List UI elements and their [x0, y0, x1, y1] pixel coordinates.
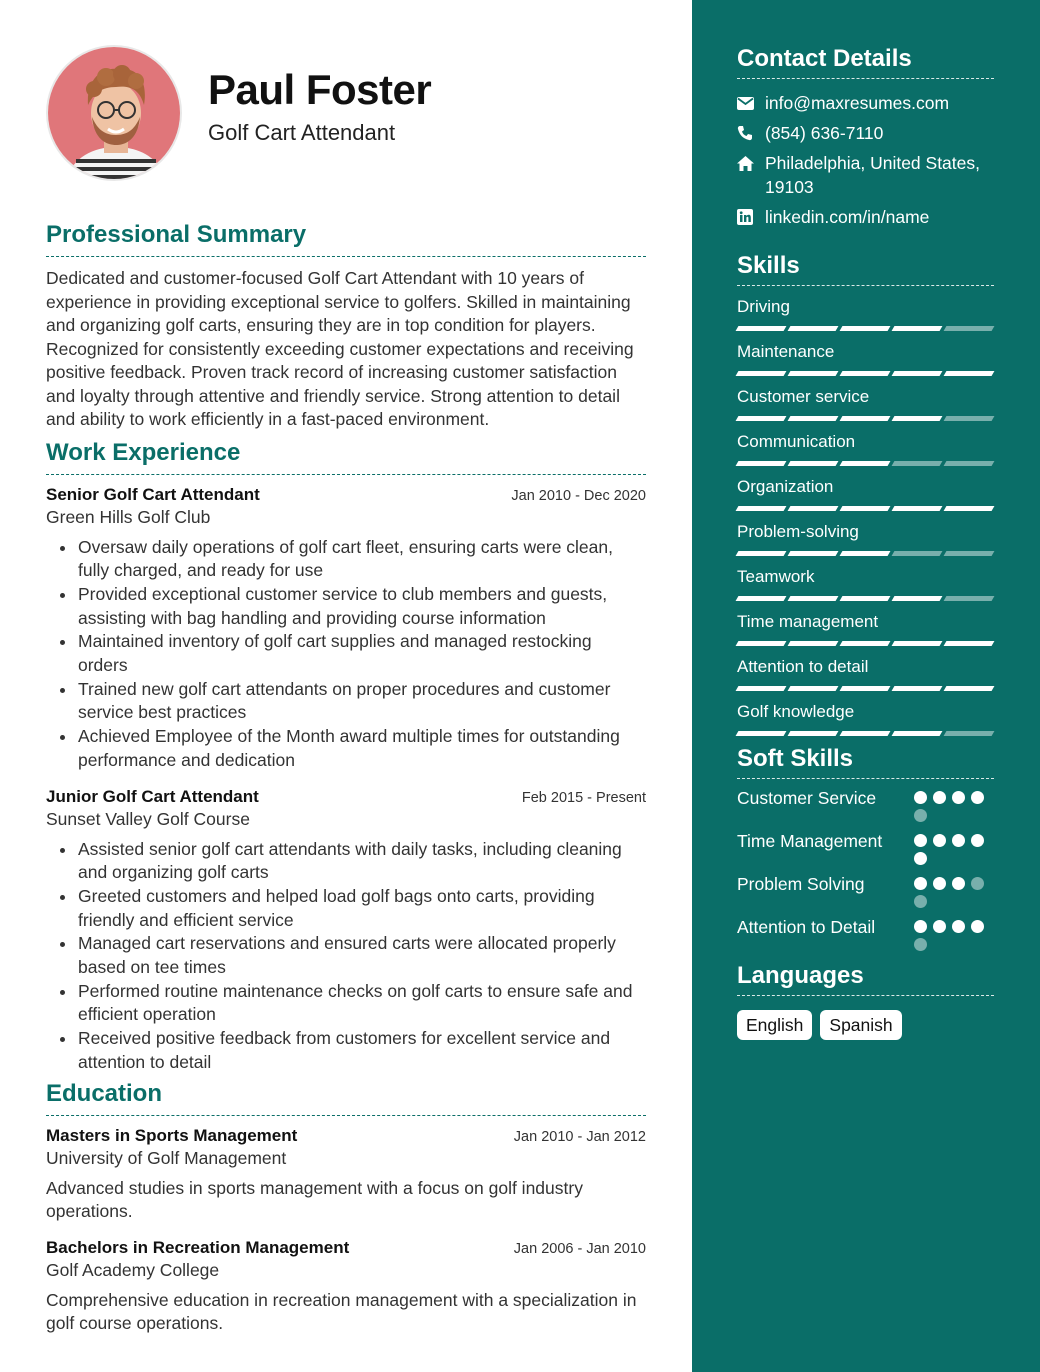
bullet-item: Oversaw daily operations of golf cart fleet, ensuring carts were clean, fully charged, and ready for use — [78, 536, 646, 583]
skill-level-segment — [944, 551, 995, 556]
skill-level-segment — [788, 731, 839, 736]
soft-skill-rating — [914, 787, 994, 822]
experience-heading: Work Experience — [46, 436, 646, 475]
skill-level-segment — [840, 551, 891, 556]
soft-skill-item — [737, 830, 994, 865]
phone-text: (854) 636-7110 — [765, 123, 884, 143]
sidebar-content — [737, 42, 994, 1040]
summary-text: Dedicated and customer-focused Golf Cart Attendant with 10 years of experience in providing exceptional service to golfers. Skilled in maintaining and organizing golf carts, ensuring they are in top condition for players. Recognized for consistently exceeding customer expectations and receiving positive feedback. Proven track record of increasing customer satisfaction and loyalty through attentive and friendly service. Strong attention to detail and ability to work efficiently in a fast-paced environment. — [46, 268, 634, 429]
skill-level-segment — [840, 596, 891, 601]
rating-dot — [971, 791, 984, 804]
language-chip: English — [737, 1010, 812, 1040]
skill-item — [737, 341, 994, 376]
skill-name: Time management — [737, 612, 879, 631]
soft-skill-item — [737, 873, 994, 908]
skill-level-segment — [736, 461, 787, 466]
skill-level-segment — [944, 416, 995, 421]
skill-level-segment — [736, 506, 787, 511]
left-content — [46, 218, 646, 1336]
skill-level-bar — [737, 551, 994, 556]
skill-level-segment — [840, 506, 891, 511]
skill-item — [737, 296, 994, 331]
job-company: Sunset Valley Golf Course — [46, 808, 250, 829]
avatar-icon — [48, 47, 182, 181]
skill-level-segment — [840, 731, 891, 736]
skills-heading: Skills — [737, 249, 994, 286]
rating-dot — [971, 920, 984, 933]
skill-level-segment — [944, 461, 995, 466]
soft-skills-list — [737, 787, 994, 951]
rating-dot — [933, 791, 946, 804]
rating-dot — [914, 920, 927, 933]
skill-level-segment — [892, 326, 943, 331]
rating-dot — [914, 895, 927, 908]
skill-level-bar — [737, 506, 994, 511]
rating-dot — [971, 877, 984, 890]
skill-level-bar — [737, 686, 994, 691]
skill-level-segment — [892, 686, 943, 691]
profile-photo — [46, 45, 182, 181]
skill-level-segment — [892, 371, 943, 376]
skill-level-segment — [892, 506, 943, 511]
school: Golf Academy College — [46, 1259, 220, 1280]
skill-level-segment — [944, 596, 995, 601]
contact-email[interactable] — [737, 91, 994, 115]
soft-skill-name: Attention to Detail — [737, 917, 876, 937]
skill-level-segment — [788, 326, 839, 331]
skill-name: Teamwork — [737, 567, 815, 586]
rating-dot — [952, 920, 965, 933]
skill-level-segment — [892, 461, 943, 466]
contact-address — [737, 151, 994, 199]
job-role: Senior Golf Cart Attendant — [46, 484, 260, 504]
soft-skill-rating — [914, 830, 994, 865]
candidate-title: Golf Cart Attendant — [208, 120, 396, 145]
bullet-item: Performed routine maintenance checks on golf carts to ensure safe and efficient operation — [78, 980, 646, 1027]
skill-level-segment — [736, 416, 787, 421]
skill-level-segment — [788, 551, 839, 556]
skill-name: Attention to detail — [737, 657, 869, 676]
skill-level-segment — [840, 416, 891, 421]
skill-level-segment — [788, 596, 839, 601]
school: University of Golf Management — [46, 1147, 287, 1168]
skill-level-segment — [736, 731, 787, 736]
skill-name: Communication — [737, 432, 856, 451]
education-description: Comprehensive education in recreation management with a specialization in golf course operations. — [46, 1289, 637, 1334]
skill-level-segment — [788, 416, 839, 421]
skill-name: Driving — [737, 297, 790, 316]
contact-heading: Contact Details — [737, 42, 994, 79]
skill-level-segment — [944, 641, 995, 646]
skill-name: Golf knowledge — [737, 702, 855, 721]
education-dates: Jan 2006 - Jan 2010 — [513, 1240, 646, 1257]
sidebar — [692, 0, 1040, 1372]
contact-phone[interactable] — [737, 121, 994, 145]
skill-item — [737, 656, 994, 691]
skills-list — [737, 296, 994, 736]
soft-skill-name: Customer Service — [737, 788, 877, 808]
skill-level-segment — [788, 506, 839, 511]
skill-level-bar — [737, 641, 994, 646]
job-entry — [46, 485, 646, 773]
skill-level-segment — [736, 371, 787, 376]
skill-level-segment — [788, 371, 839, 376]
skill-level-segment — [944, 731, 995, 736]
rating-dot — [914, 834, 927, 847]
bullet-item: Assisted senior golf cart attendants with daily tasks, including cleaning and organizing golf carts — [78, 838, 646, 885]
soft-skill-name: Problem Solving — [737, 874, 865, 894]
bullet-item: Provided exceptional customer service to club members and guests, assisting with bag handling and providing course information — [78, 583, 646, 630]
skill-level-segment — [736, 596, 787, 601]
skill-name: Problem-solving — [737, 522, 859, 541]
email-text: info@maxresumes.com — [765, 93, 950, 113]
skill-level-segment — [840, 461, 891, 466]
education-description: Advanced studies in sports management with a focus on golf industry operations. — [46, 1177, 583, 1222]
skill-level-segment — [788, 641, 839, 646]
skill-level-segment — [892, 416, 943, 421]
rating-dot — [914, 809, 927, 822]
skill-level-bar — [737, 371, 994, 376]
education-entry — [46, 1126, 646, 1224]
skill-level-segment — [840, 641, 891, 646]
skill-level-bar — [737, 731, 994, 736]
rating-dot — [933, 920, 946, 933]
phone-icon — [737, 121, 765, 145]
soft-skills-heading: Soft Skills — [737, 742, 994, 779]
linkedin-text: linkedin.com/in/name — [765, 207, 930, 227]
job-dates: Jan 2010 - Dec 2020 — [511, 487, 646, 504]
skill-level-segment — [892, 731, 943, 736]
summary-heading: Professional Summary — [46, 218, 646, 257]
skill-item — [737, 611, 994, 646]
skill-item — [737, 386, 994, 421]
rating-dot — [914, 938, 927, 951]
skill-level-segment — [788, 461, 839, 466]
job-company: Green Hills Golf Club — [46, 506, 211, 527]
skill-level-segment — [892, 641, 943, 646]
rating-dot — [914, 877, 927, 890]
skill-level-segment — [944, 326, 995, 331]
rating-dot — [952, 877, 965, 890]
skill-level-segment — [736, 686, 787, 691]
skill-item — [737, 476, 994, 511]
language-chip: Spanish — [820, 1010, 901, 1040]
skill-level-segment — [736, 551, 787, 556]
soft-skill-rating — [914, 916, 994, 951]
skill-name: Customer service — [737, 387, 870, 406]
rating-dot — [914, 852, 927, 865]
bullet-item: Managed cart reservations and ensured carts were allocated properly based on tee times — [78, 932, 646, 979]
skill-level-segment — [736, 326, 787, 331]
skill-level-segment — [840, 686, 891, 691]
skill-item — [737, 701, 994, 736]
education-heading: Education — [46, 1077, 646, 1116]
job-entry — [46, 787, 646, 1075]
skill-level-bar — [737, 326, 994, 331]
skill-level-segment — [944, 506, 995, 511]
linkedin-icon — [737, 205, 765, 229]
soft-skill-item — [737, 916, 994, 951]
contact-list — [737, 91, 994, 229]
skill-name: Organization — [737, 477, 834, 496]
soft-skill-name: Time Management — [737, 831, 883, 851]
bullet-item: Maintained inventory of golf cart supplies and managed restocking orders — [78, 630, 646, 677]
skill-level-segment — [944, 686, 995, 691]
candidate-name: Paul Foster — [208, 66, 432, 113]
languages-heading: Languages — [737, 959, 994, 996]
skill-level-segment — [840, 326, 891, 331]
skill-level-segment — [944, 371, 995, 376]
rating-dot — [914, 791, 927, 804]
languages-list — [737, 1010, 994, 1040]
rating-dot — [952, 834, 965, 847]
skill-level-segment — [892, 596, 943, 601]
contact-linkedin[interactable] — [737, 205, 994, 229]
home-icon — [737, 151, 765, 175]
skill-level-segment — [892, 551, 943, 556]
education-dates: Jan 2010 - Jan 2012 — [513, 1128, 646, 1145]
skill-name: Maintenance — [737, 342, 835, 361]
education-entry — [46, 1238, 646, 1336]
job-bullets — [46, 838, 646, 1075]
rating-dot — [933, 877, 946, 890]
skill-item — [737, 521, 994, 556]
skill-item — [737, 431, 994, 466]
skill-item — [737, 566, 994, 601]
job-bullets — [46, 536, 646, 773]
bullet-item: Achieved Employee of the Month award multiple times for outstanding performance and dedication — [78, 725, 646, 772]
skill-level-segment — [788, 686, 839, 691]
soft-skill-rating — [914, 873, 994, 908]
envelope-icon — [737, 91, 765, 115]
rating-dot — [952, 791, 965, 804]
skill-level-segment — [736, 641, 787, 646]
job-dates: Feb 2015 - Present — [521, 789, 646, 806]
degree: Bachelors in Recreation Management — [46, 1237, 350, 1257]
bullet-item: Received positive feedback from customers for excellent service and attention to detail — [78, 1027, 646, 1074]
skill-level-bar — [737, 416, 994, 421]
job-role: Junior Golf Cart Attendant — [46, 786, 259, 806]
skill-level-segment — [840, 371, 891, 376]
soft-skill-item — [737, 787, 994, 822]
bullet-item: Greeted customers and helped load golf bags onto carts, providing friendly and efficient service — [78, 885, 646, 932]
degree: Masters in Sports Management — [46, 1125, 298, 1145]
rating-dot — [933, 834, 946, 847]
rating-dot — [971, 834, 984, 847]
address-text: Philadelphia, United States, 19103 — [765, 153, 980, 197]
skill-level-bar — [737, 461, 994, 466]
bullet-item: Trained new golf cart attendants on proper procedures and customer service best practices — [78, 678, 646, 725]
skill-level-bar — [737, 596, 994, 601]
